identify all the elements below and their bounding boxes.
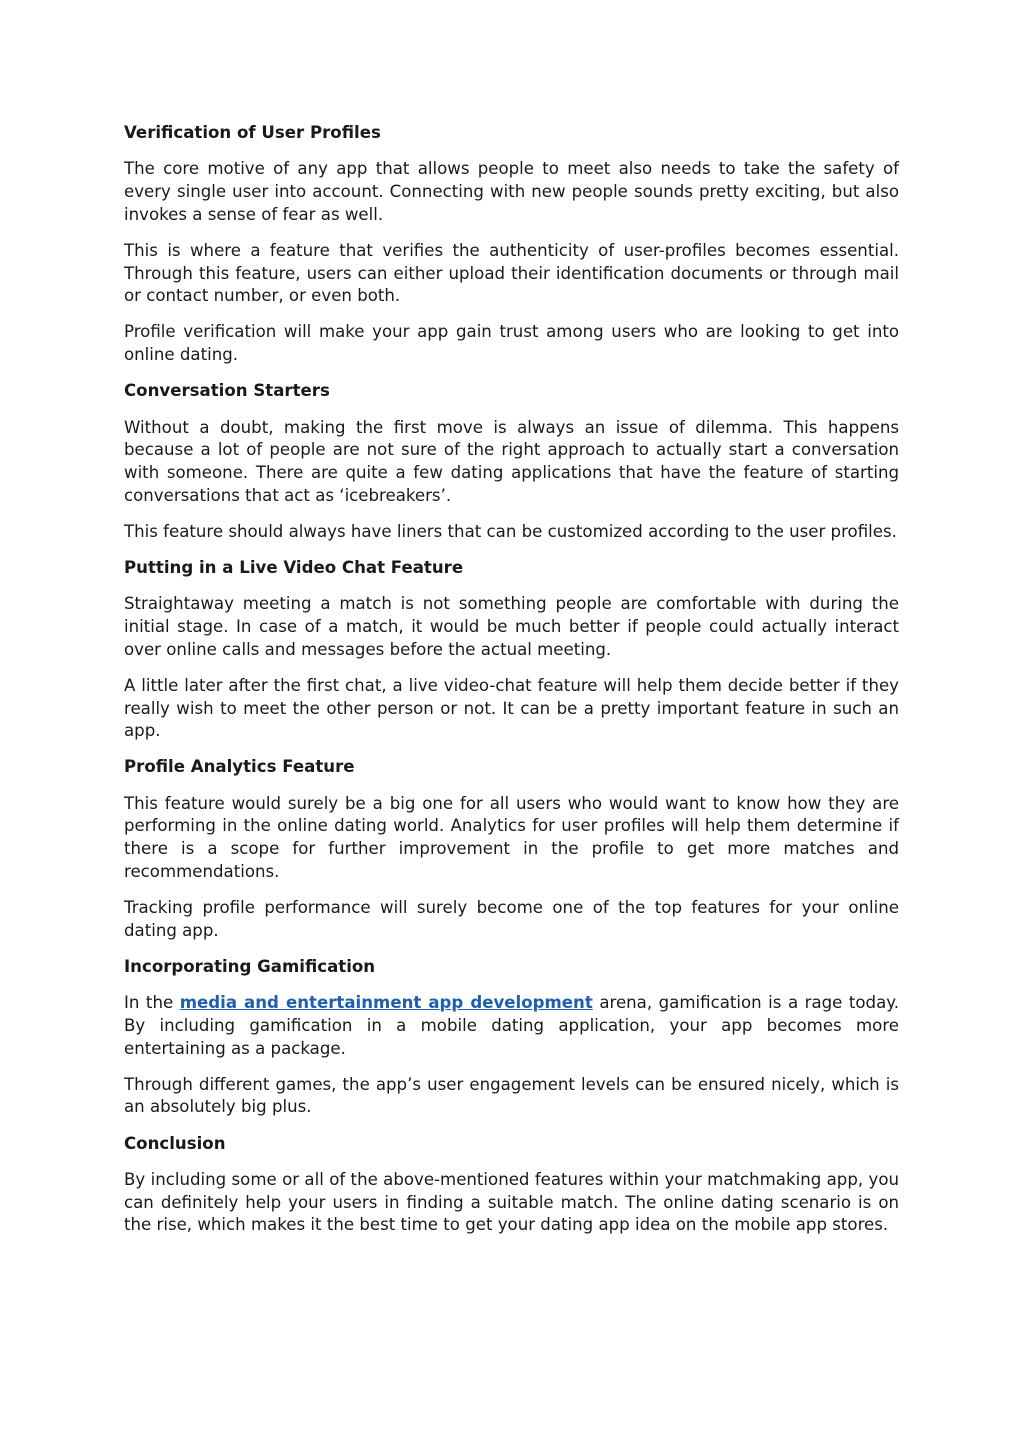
paragraph: This feature would surely be a big one for all users who would want to know how they are performing in the online dating world. Analytics for user profiles will help them determine if there is a scope for further improvement in the profile to get more matches and recommendations. (124, 793, 899, 881)
paragraph: Tracking profile performance will surely become one of the top features for your online dating app. (124, 897, 899, 940)
section-heading-gamification: Incorporating Gamification (124, 956, 376, 976)
paragraph: By including some or all of the above-mentioned features within your matchmaking app, you can definitely help your users in finding a suitable match. The online dating scenario is on the rise, which makes it the best time to get your dating app idea on the mobile app stores. (124, 1169, 899, 1235)
paragraph: Straightaway meeting a match is not something people are comfortable with during the initial stage. In case of a match, it would be much better if people could actually interact over online calls and messages before the actual meeting. (124, 594, 899, 659)
section-heading-live-video-chat: Putting in a Live Video Chat Feature (124, 558, 464, 578)
section-heading-conversation-starters: Conversation Starters (124, 381, 330, 401)
paragraph: The core motive of any app that allows people to meet also needs to take the safety of every single user into account. Connecting with new people sounds pretty exciting, but also invokes a sense of fear as well. (124, 159, 899, 224)
section-heading-profile-analytics: Profile Analytics Feature (124, 757, 355, 777)
paragraph-text: arena, gamification is a rage today. By including gamification in a mobile dating application, your app becomes more entertaining as a package. (124, 993, 899, 1058)
document-page (124, 122, 899, 1250)
paragraph-text: In the (124, 993, 180, 1013)
paragraph: Profile verification will make your app gain trust among users who are looking to get into online dating. (124, 322, 899, 365)
paragraph: This feature should always have liners that can be customized according to the user profiles. (124, 521, 897, 541)
paragraph: Through different games, the app’s user engagement levels can be ensured nicely, which is an absolutely big plus. (124, 1074, 899, 1117)
paragraph: Without a doubt, making the first move is always an issue of dilemma. This happens because a lot of people are not sure of the right approach to actually start a conversation with someone. There are quite a few dating applications that have the feature of starting conversations that act as ‘icebreakers’. (124, 417, 899, 505)
section-heading-verification: Verification of User Profiles (124, 123, 381, 142)
section-heading-conclusion: Conclusion (124, 1133, 226, 1153)
media-entertainment-link[interactable]: media and entertainment app development (179, 993, 593, 1013)
paragraph: A little later after the first chat, a live video-chat feature will help them decide better if they really wish to meet the other person or not. It can be a pretty important feature in such an app. (124, 675, 899, 741)
paragraph-with-link (124, 992, 899, 1060)
paragraph: This is where a feature that verifies the authenticity of user-profiles becomes essential. Through this feature, users can either upload their identification documents or through mail or contact number, or even both. (124, 240, 899, 306)
